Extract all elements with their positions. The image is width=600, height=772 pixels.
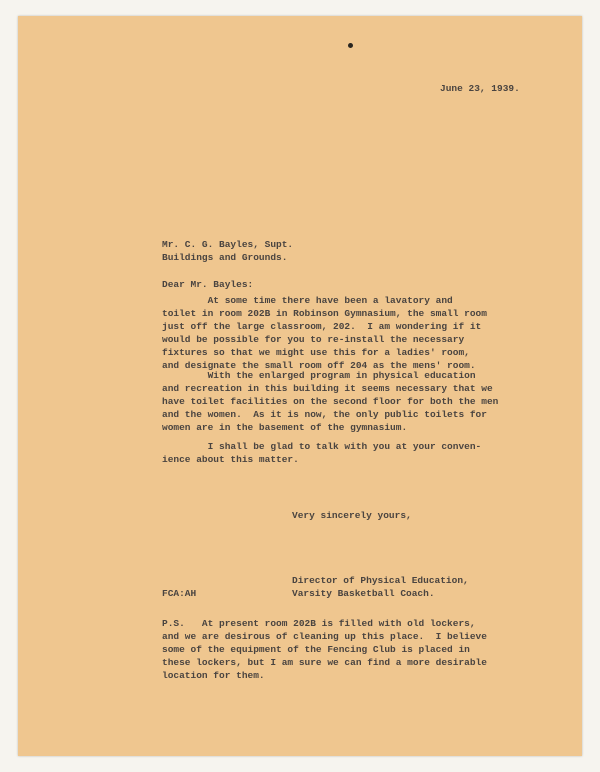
postscript	[162, 617, 487, 682]
text-line: just off the large classroom, 202. I am wondering if it	[162, 321, 482, 332]
text-line: and the women. As it is now, the only public toilets for	[162, 409, 487, 420]
text-line: ience about this matter.	[162, 454, 299, 465]
text-line: location for them.	[162, 670, 265, 681]
recipient-address	[162, 238, 293, 264]
signature-line: Varsity Basketball Coach.	[292, 588, 435, 599]
text-line: and we are desirous of cleaning up this place. I believe	[162, 631, 487, 642]
text-line: have toilet facilities on the second floor for both the men	[162, 396, 499, 407]
text-line: P.S. At present room 202B is filled with old lockers,	[162, 618, 476, 629]
body-paragraph-1	[162, 294, 487, 372]
text-line: these lockers, but I am sure we can find a more desirable	[162, 657, 487, 668]
text-line: and designate the small room off 204 as the mens' room.	[162, 360, 476, 371]
typist-initials: FCA:AH	[162, 588, 197, 599]
body-paragraph-3	[162, 440, 481, 466]
salutation: Dear Mr. Bayles:	[162, 279, 254, 290]
text-line: would be possible for you to re-install the necessary	[162, 334, 465, 345]
letter-date: June 23, 1939.	[440, 83, 520, 94]
text-line: I shall be glad to talk with you at your conven-	[162, 441, 482, 452]
signature-line: Director of Physical Education,	[292, 575, 469, 586]
recipient-line: Buildings and Grounds.	[162, 252, 288, 263]
text-line: fixtures so that we might use this for a ladies' room,	[162, 347, 470, 358]
punch-hole	[348, 43, 353, 48]
text-line: some of the equipment of the Fencing Club is placed in	[162, 644, 470, 655]
text-line: At some time there have been a lavatory and	[162, 295, 453, 306]
text-line: and recreation in this building it seems necessary that we	[162, 383, 493, 394]
text-line: With the enlarged program in physical education	[162, 370, 476, 381]
text-line: toilet in room 202B in Robinson Gymnasium, the small room	[162, 308, 487, 319]
recipient-line: Mr. C. G. Bayles, Supt.	[162, 239, 294, 250]
text-line: women are in the basement of the gymnasium.	[162, 422, 408, 433]
closing: Very sincerely yours,	[292, 510, 412, 521]
signature-block	[292, 574, 469, 600]
body-paragraph-2	[162, 369, 498, 434]
